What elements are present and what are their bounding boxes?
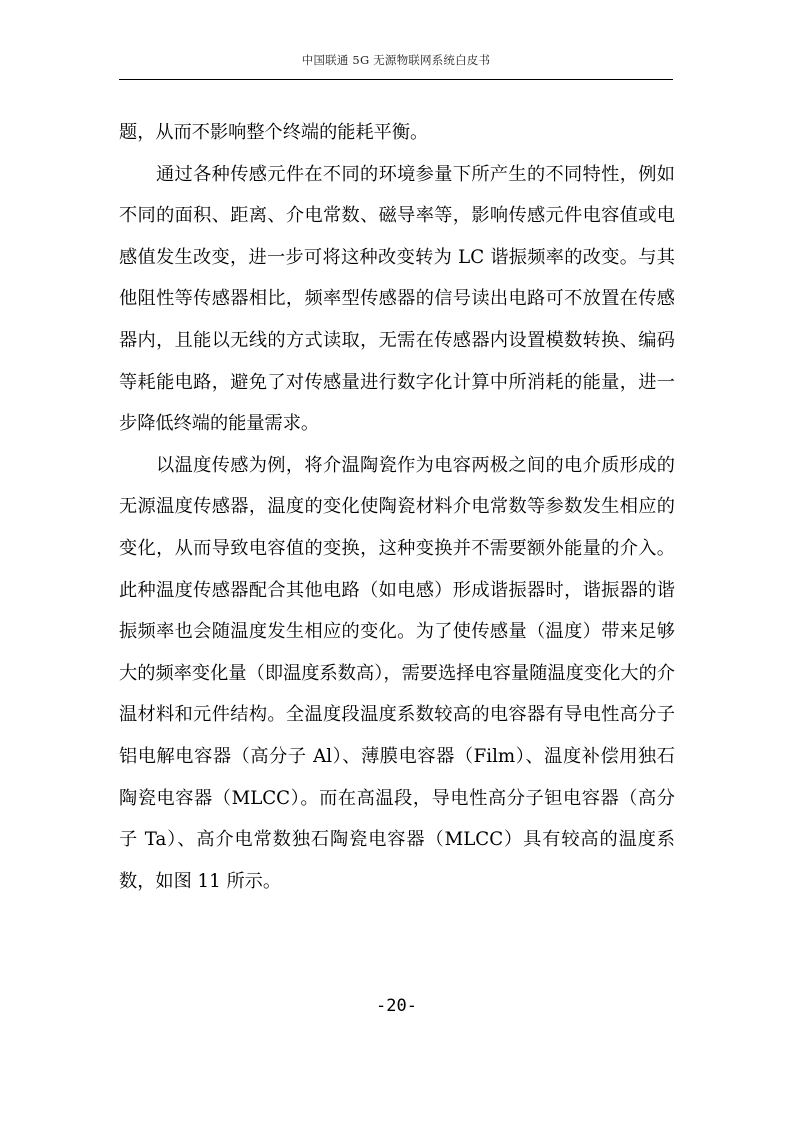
paragraph-frequency-sensors: 通过各种传感元件在不同的环境参量下所产生的不同特性，例如不同的面积、距离、介电常数、磁导率等，影响传感元件电容值或电感值发生改变，进一步可将这种改变转为 LC 谐振频率的改变。与其他阻性等传感器相比，频率型传感器的信号读出电路可不放置在传感器内，且能以无线的方式读取，无需在传感器内设置模数转换、编码等耗能电路，避免了对传感量进行数字化计算中所消耗的能量，进一步降低终端的能量需求。	[119, 163, 675, 435]
page-number: -20-	[376, 996, 417, 1016]
paragraph-continuation: 题，从而不影响整个终端的能耗平衡。	[119, 122, 429, 143]
running-header: 中国联通 5G 无源物联网系统白皮书	[301, 53, 491, 67]
header-divider	[119, 79, 673, 80]
body-text	[119, 112, 675, 902]
paragraph-temperature-sensing: 以温度传感为例，将介温陶瓷作为电容两极之间的电介质形成的无源温度传感器，温度的变化使陶瓷材料介电常数等参数发生相应的变化，从而导致电容值的变换，这种变换并不需要额外能量的介入。此种温度传感器配合其他电路（如电感）形成谐振器时，谐振器的谐振频率也会随温度发生相应的变化。为了使传感量（温度）带来足够大的频率变化量（即温度系数高），需要选择电容量随温度变化大的介温材料和元件结构。全温度段温度系数较高的电容器有导电性高分子铝电解电容器（高分子 Al）、薄膜电容器（Film）、温度补偿用独石陶瓷电容器（MLCC）。而在高温段，导电性高分子钽电容器（高分子 Ta）、高介电常数独石陶瓷电容器（MLCC）具有较高的温度系数，如图 11 所示。	[119, 454, 675, 892]
